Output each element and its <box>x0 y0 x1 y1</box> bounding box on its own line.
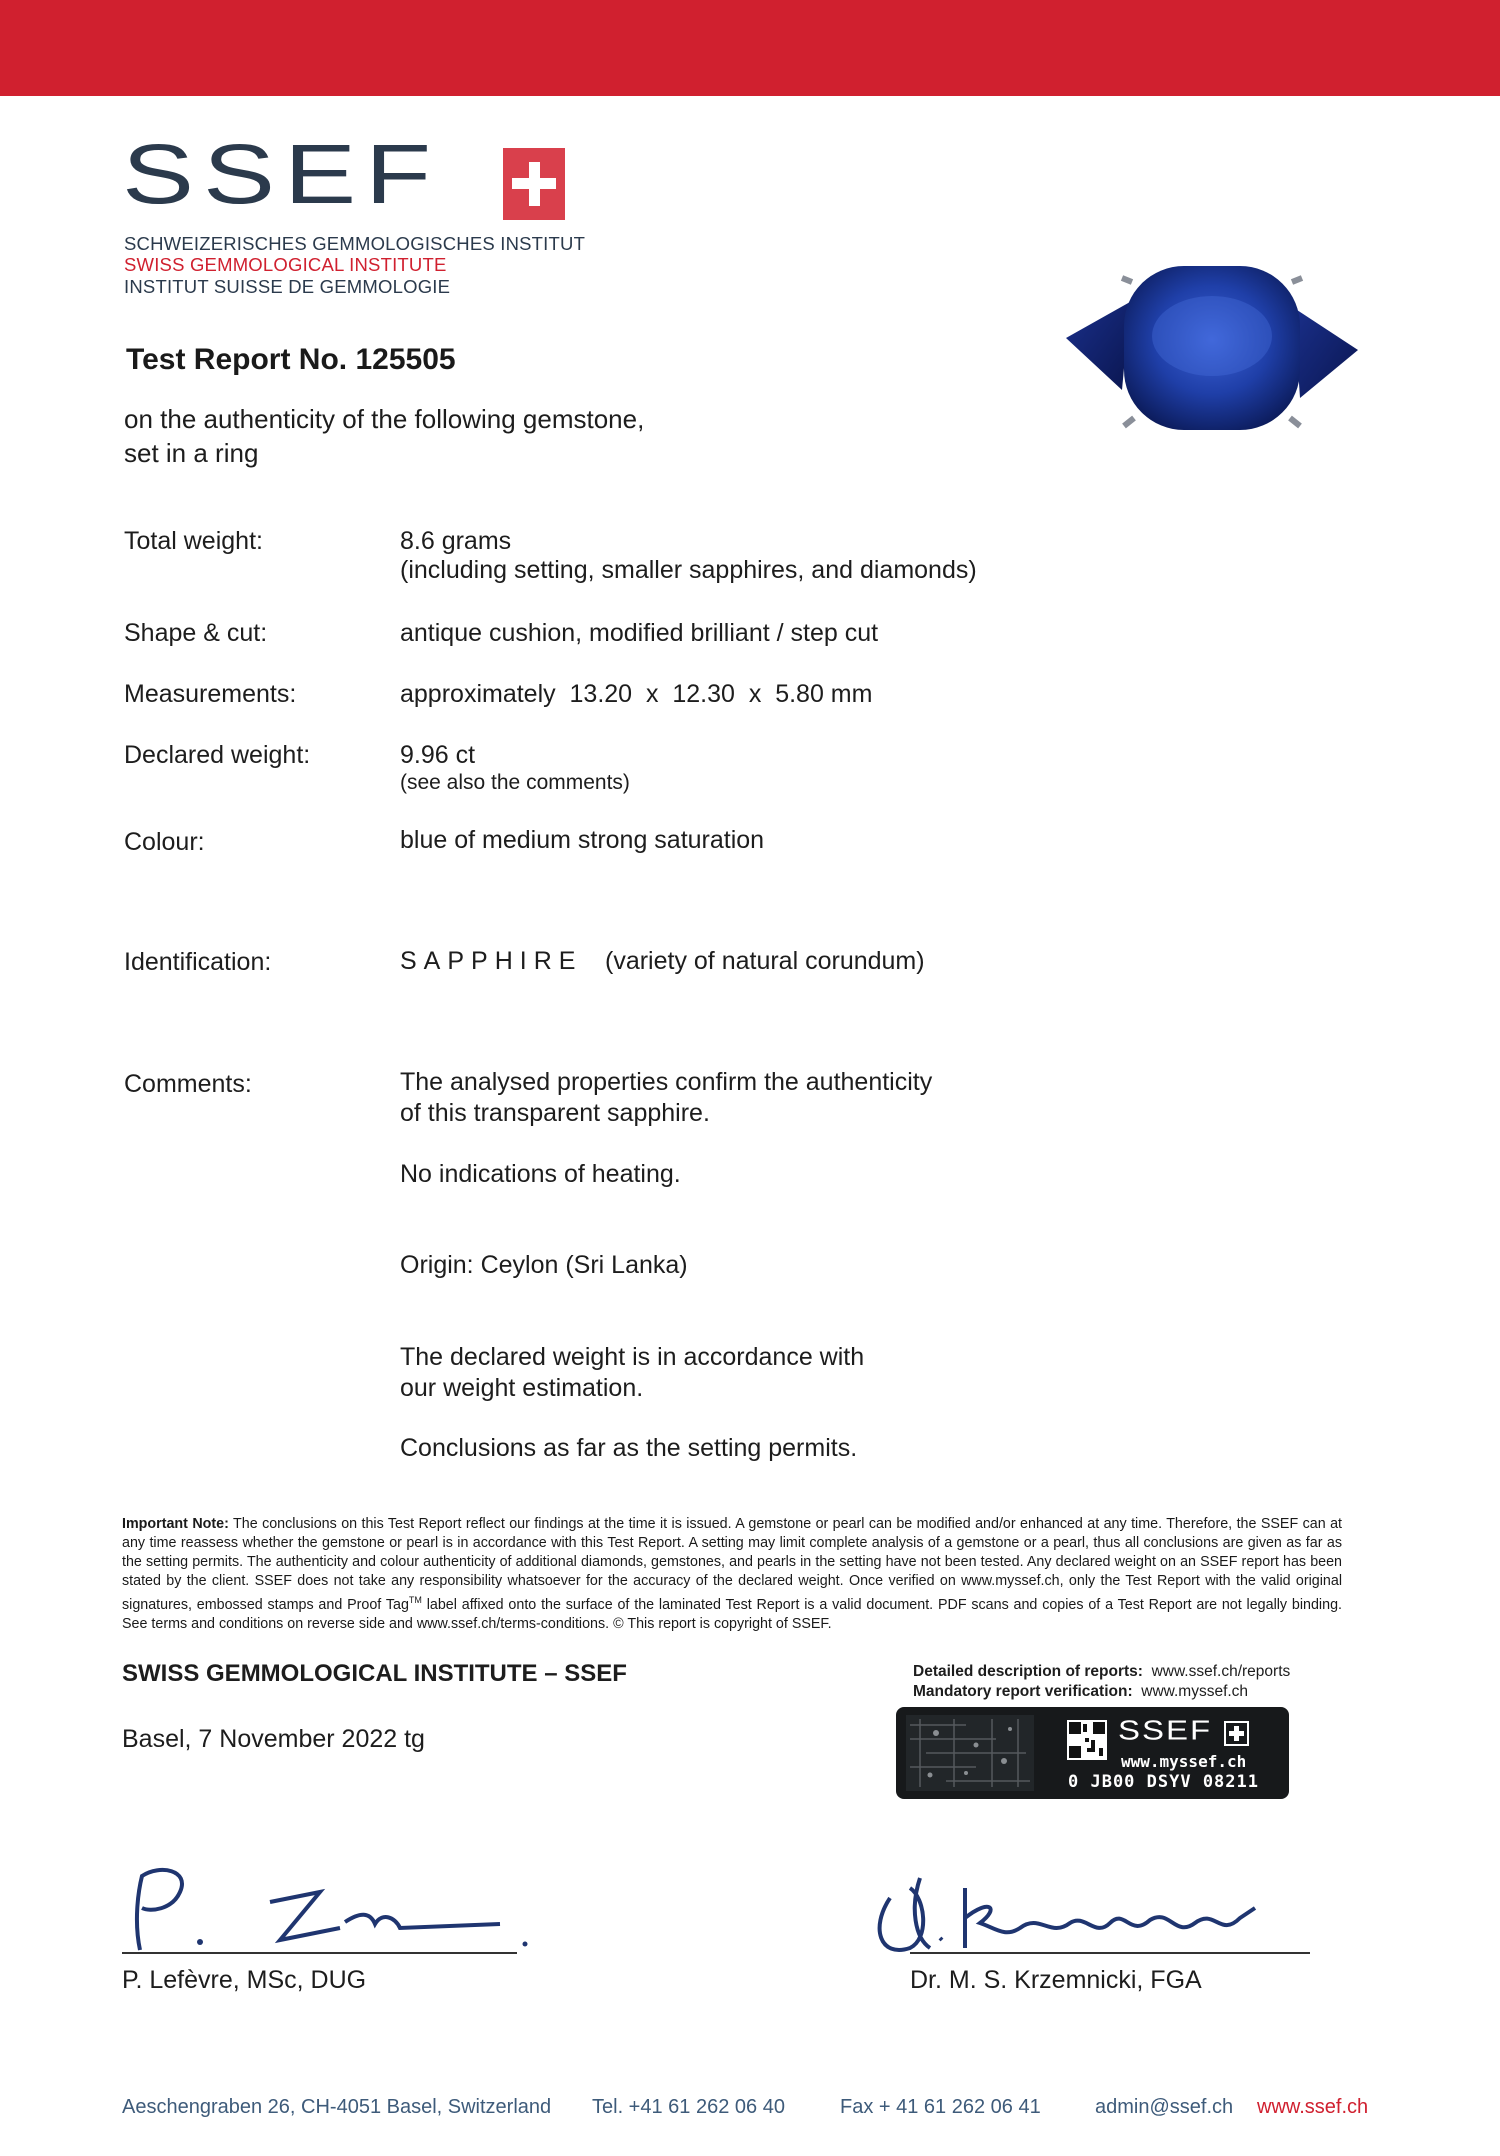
mandatory-verification-url[interactable]: www.myssef.ch <box>1141 1683 1249 1700</box>
swiss-cross-icon <box>503 148 565 220</box>
identification-value: SAPPHIRE <box>400 947 583 975</box>
important-note-text-a: The conclusions on this Test Report reflect our findings at the time it is issued. A gemstone or pearl can be modified and/or enhanced at any time. Therefore, the SSEF can at any time reassess whether the gemstone or pearl is in accordance with this Test Report. A setting may limit complete analysis of a gemstone or a pearl, thus all conclusions are given as far as the setting permits. The authenticity and colour authenticity of additional diamonds, gemstones, and pearls in the setting have not been tested. Any declared weight on an SSEF report has been stated by the client. SSEF does not take any responsibility whatsoever for the accuracy of the declared weight. Once verified on www.myssef.ch, only the Test Report with the valid original signatures, embossed stamps and Proof Tag <box>122 1516 1342 1613</box>
detail-description-url[interactable]: www.ssef.ch/reports <box>1151 1663 1291 1680</box>
report-subtitle <box>124 402 644 470</box>
important-note-text-b: label affixed onto the surface of the laminated Test Report is a valid document. PDF scans and copies of a Test Report are not legally binding. See terms and conditions on reverse side and www.ssef.ch/terms-conditions. © This report is copyright of SSEF. <box>122 1596 1342 1632</box>
measurements-label: Measurements: <box>124 680 297 708</box>
signatory-right-name: Dr. M. S. Krzemnicki, FGA <box>910 1966 1202 1994</box>
mandatory-verification-label: Mandatory report verification: <box>913 1683 1133 1700</box>
trademark-mark: TM <box>408 1595 422 1605</box>
subtitle-line-1: on the authenticity of the following gemstone, <box>124 404 645 434</box>
comment-authenticity-line-2: of this transparent sapphire. <box>400 1099 710 1127</box>
footer-fax: Fax + 41 61 262 06 41 <box>840 2096 1041 2118</box>
footer-email[interactable]: admin@ssef.ch <box>1095 2096 1234 2118</box>
tag-ssef-logo: SSEF <box>1118 1714 1213 1746</box>
shape-cut-label: Shape & cut: <box>124 619 268 647</box>
declared-weight-note: (see also the comments) <box>400 771 630 794</box>
footer-tel: Tel. +41 61 262 06 40 <box>592 2096 785 2118</box>
comment-setting: Conclusions as far as the setting permits. <box>400 1434 858 1462</box>
declared-weight-value: 9.96 ct <box>400 741 476 769</box>
detail-description-row <box>913 1663 1290 1681</box>
tag-verification-code: 0 JB00 DSYV 08211 <box>1068 1772 1259 1792</box>
proof-tag-label <box>896 1707 1289 1799</box>
total-weight-value: 8.6 grams <box>400 527 512 555</box>
issue-date: Basel, 7 November 2022 tg <box>122 1725 425 1753</box>
detail-description-label: Detailed description of reports: <box>913 1663 1143 1680</box>
signature-lefevre <box>120 1862 540 1962</box>
comment-authenticity-line-1: The analysed properties confirm the authenticity <box>400 1068 933 1096</box>
comment-weight-line-1: The declared weight is in accordance with <box>400 1343 865 1371</box>
footer-address: Aeschengraben 26, CH-4051 Basel, Switzerland <box>122 2096 552 2118</box>
identification-label: Identification: <box>124 948 272 976</box>
sapphire-ring-image <box>1062 258 1362 458</box>
logo-line-french: INSTITUT SUISSE DE GEMMOLOGIE <box>124 276 451 297</box>
important-note <box>122 1515 1342 1634</box>
signatory-left-name: P. Lefèvre, MSc, DUG <box>122 1966 367 1994</box>
measurements-value: approximately 13.20 x 12.30 x 5.80 mm <box>400 680 873 708</box>
colour-value: blue of medium strong saturation <box>400 826 765 854</box>
tag-swiss-cross-icon <box>1224 1721 1249 1746</box>
qr-code-icon <box>1067 1719 1107 1761</box>
total-weight-note: (including setting, smaller sapphires, and diamonds) <box>400 556 977 584</box>
comment-heating: No indications of heating. <box>400 1160 681 1188</box>
comment-weight-line-2: our weight estimation. <box>400 1374 644 1402</box>
comment-origin: Origin: Ceylon (Sri Lanka) <box>400 1251 688 1279</box>
declared-weight-label: Declared weight: <box>124 741 311 769</box>
subtitle-line-2: set in a ring <box>124 438 259 468</box>
issuing-institute: SWISS GEMMOLOGICAL INSTITUTE – SSEF <box>122 1660 627 1687</box>
report-title: Test Report No. 125505 <box>126 343 456 376</box>
tag-url: www.myssef.ch <box>1121 1752 1247 1771</box>
identification-note: (variety of natural corundum) <box>605 947 925 975</box>
header-red-band <box>0 0 1500 96</box>
logo-line-german: SCHWEIZERISCHES GEMMOLOGISCHES INSTITUT <box>124 233 586 254</box>
signature-line-left <box>122 1952 517 1954</box>
signature-line-right <box>910 1952 1310 1954</box>
security-pattern-icon <box>906 1715 1034 1791</box>
ssef-logo-wordmark: SSEF <box>122 126 441 221</box>
shape-cut-value: antique cushion, modified brilliant / step cut <box>400 619 879 647</box>
important-note-label: Important Note: <box>122 1516 229 1532</box>
colour-label: Colour: <box>124 828 205 856</box>
total-weight-label: Total weight: <box>124 527 263 555</box>
logo-line-english: SWISS GEMMOLOGICAL INSTITUTE <box>124 254 447 275</box>
comments-label: Comments: <box>124 1070 252 1098</box>
footer-website[interactable]: www.ssef.ch <box>1257 2096 1369 2118</box>
mandatory-verification-row <box>913 1683 1248 1701</box>
